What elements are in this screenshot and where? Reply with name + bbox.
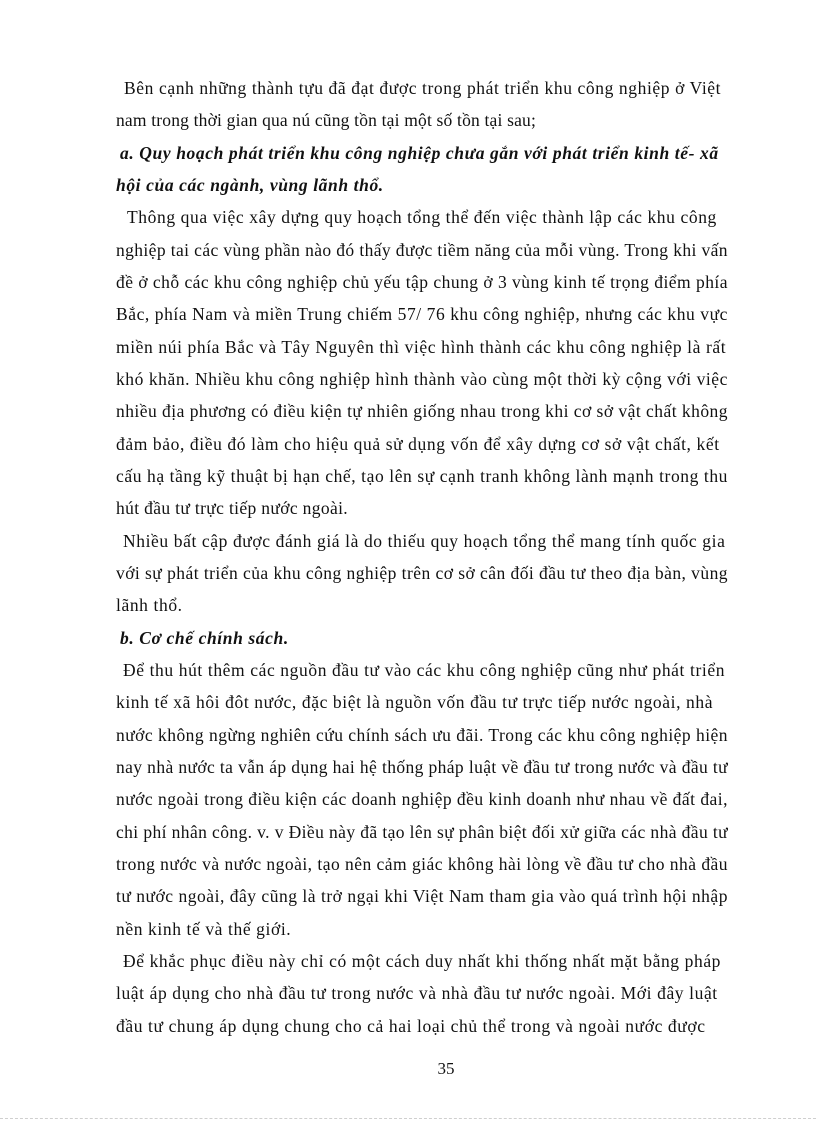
text-line: Để khắc phục điều này chỉ có một cách duy nhất khi thống nhất mặt bằng pháp <box>123 951 722 971</box>
page-number: 35 <box>437 1059 455 1078</box>
text-line: khó khăn. Nhiều khu công nghiệp hình thành vào cùng một thời kỳ cộng với việc <box>116 369 728 389</box>
text-line: nhiều địa phương có điều kiện tự nhiên giống nhau trong khi cơ sở vật chất không <box>116 401 728 421</box>
text-line: trong nước và nước ngoài, tạo nên cảm giác không hài lòng về đầu tư cho nhà đầu <box>116 854 729 874</box>
text-line: đầu tư chung áp dụng chung cho cả hai loại chủ thể trong và ngoài nước được <box>116 1016 706 1036</box>
text-line: chi phí nhân công. v. v Điều này đã tạo lên sự phân biệt đối xử giữa các nhà đầu tư <box>116 822 729 842</box>
text-line: hút đầu tư trực tiếp nước ngoài. <box>116 498 348 518</box>
text-line: Nhiều bất cập được đánh giá là do thiếu quy hoạch tổng thể mang tính quốc gia <box>123 531 726 551</box>
page-bottom-divider <box>0 1118 816 1119</box>
section-heading-a-cont: hội của các ngành, vùng lãnh thổ. <box>116 175 384 195</box>
text-line: nước không ngừng nghiên cứu chính sách ưu đãi. Trong các khu công nghiệp hiện <box>116 725 728 745</box>
text-line: luật áp dụng cho nhà đầu tư trong nước và nhà đầu tư nước ngoài. Mới đây luật <box>116 983 718 1003</box>
text-line: nam trong thời gian qua nú cũng tồn tại một số tồn tại sau; <box>116 110 537 130</box>
text-line: nghiệp tai các vùng phần nào đó thấy được tiềm năng của mỗi vùng. Trong khi vấn <box>116 240 728 260</box>
text-line: Bên cạnh những thành tựu đã đạt được trong phát triển khu công nghiệp ở Việt <box>124 78 722 98</box>
text-line: đề ở chỗ các khu công nghiệp chủ yếu tập chung ở 3 vùng kinh tế trọng điểm phía <box>116 272 728 292</box>
text-line: Thông qua việc xây dựng quy hoạch tổng thể đến việc thành lập các khu công <box>127 207 717 227</box>
text-line: với sự phát triển của khu công nghiệp trên cơ sở cân đối đầu tư theo địa bàn, vùng <box>116 563 728 583</box>
text-line: cấu hạ tầng kỹ thuật bị hạn chế, tạo lên sự cạnh tranh không lành mạnh trong thu <box>116 466 729 486</box>
text-line: lãnh thổ. <box>116 595 183 615</box>
text-line: Bắc, phía Nam và miền Trung chiếm 57/ 76 khu công nghiệp, nhưng các khu vực <box>116 304 729 324</box>
text-line: Để thu hút thêm các nguồn đầu tư vào các khu công nghiệp cũng như phát triển <box>123 660 726 680</box>
text-line: tư nước ngoài, đây cũng là trở ngại khi Việt Nam tham gia vào quá trình hội nhập <box>116 886 728 906</box>
text-line: kinh tế xã hôi đôt nước, đặc biệt là nguồn vốn đầu tư trực tiếp nước ngoài, nhà <box>116 692 714 712</box>
text-line: miền núi phía Bắc và Tây Nguyên thì việc hình thành các khu công nghiệp là rất <box>116 337 727 357</box>
text-line: nền kinh tế và thế giới. <box>116 919 292 939</box>
section-heading-a: a. Quy hoạch phát triển khu công nghiệp chưa gắn với phát triển kinh tế- xã <box>120 143 719 163</box>
text-line: nay nhà nước ta vẫn áp dụng hai hệ thống pháp luật về đầu tư trong nước và đầu tư <box>116 757 728 777</box>
text-line: nước ngoài trong điều kiện các doanh nghiệp đều kinh doanh như nhau về đất đai, <box>116 789 728 809</box>
text-line: đảm bảo, điều đó làm cho hiệu quả sử dụng vốn để xây dựng cơ sở vật chất, kết <box>116 434 720 454</box>
section-heading-b: b. Cơ chế chính sách. <box>120 628 289 648</box>
